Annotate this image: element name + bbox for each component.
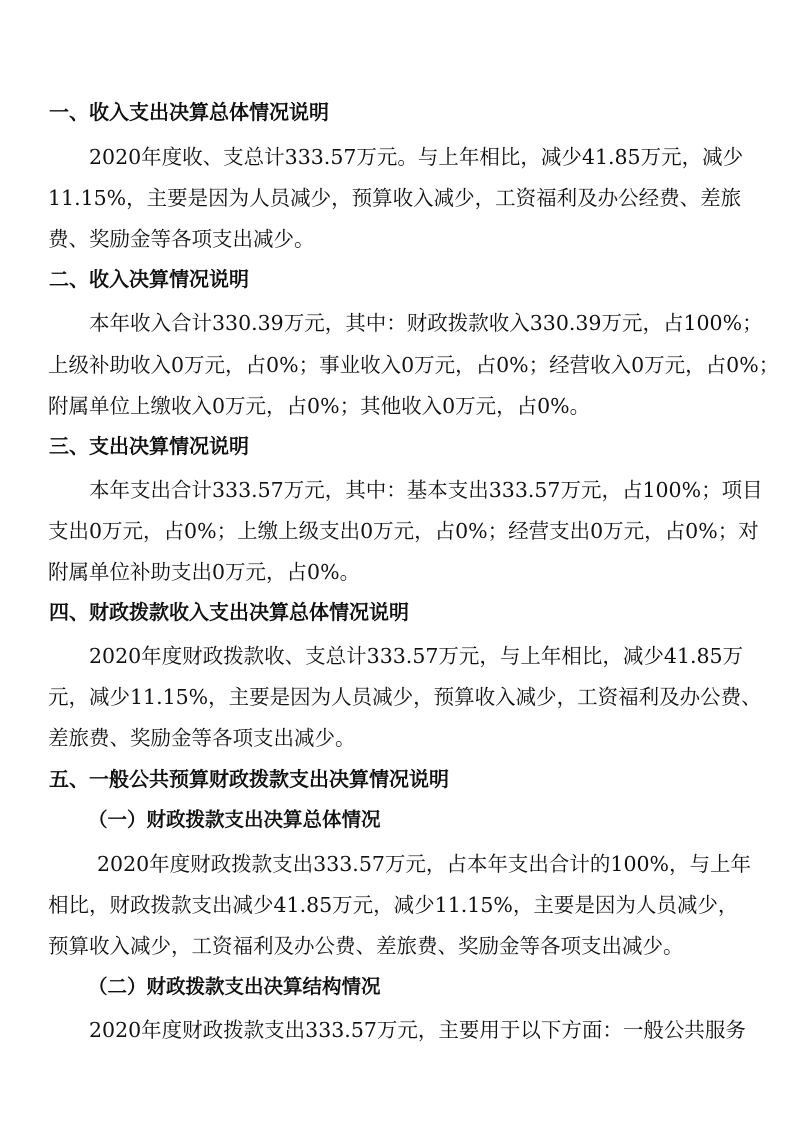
subsection-5-2-line-1: 2020年度财政拨款支出333.57万元，主要用于以下方面：一般公共服务 (89, 1018, 746, 1042)
section-4-line-2: 元，减少11.15%，主要是因为人员减少，预算收入减少，工资福利及办公费、 (48, 685, 762, 709)
section-3-heading: 三、支出决算情况说明 (49, 434, 249, 458)
subsection-5-1-line-3: 预算收入减少，工资福利及办公费、差旅费、奖励金等各项支出减少。 (48, 934, 684, 958)
section-3-line-3: 附属单位补助支出0万元，占0%。 (48, 560, 361, 584)
section-1-line-1: 2020年度收、支总计333.57万元。与上年相比，减少41.85万元，减少 (89, 145, 744, 169)
section-1-line-2: 11.15%，主要是因为人员减少，预算收入减少，工资福利及办公经费、差旅 (48, 186, 742, 210)
section-4-heading: 四、财政拨款收入支出决算总体情况说明 (49, 600, 409, 624)
section-2-line-2: 上级补助收入0万元，占0%；事业收入0万元，占0%；经营收入0万元，占0%； (48, 353, 780, 377)
section-1-line-3: 费、奖励金等各项支出减少。 (48, 227, 315, 251)
subsection-5-1-line-1: 2020年度财政拨款支出333.57万元，占本年支出合计的100%，与上年 (97, 852, 752, 876)
subsection-5-1-line-2: 相比，财政拨款支出减少41.85万元，减少11.15%，主要是因为人员减少， (48, 893, 739, 917)
section-2-line-3: 附属单位上缴收入0万元，占0%；其他收入0万元，占0%。 (48, 394, 591, 418)
section-3-line-1: 本年支出合计333.57万元，其中：基本支出333.57万元，占100%；项目 (89, 478, 763, 502)
section-4-line-1: 2020年度财政拨款收、支总计333.57万元，与上年相比，减少41.85万 (89, 644, 744, 668)
section-1-heading: 一、收入支出决算总体情况说明 (49, 100, 329, 124)
section-2-heading: 二、收入决算情况说明 (49, 267, 249, 291)
section-2-line-1: 本年收入合计330.39万元，其中：财政拨款收入330.39万元，占100%； (89, 311, 763, 335)
subsection-5-1-heading: （一）财政拨款支出决算总体情况 (88, 808, 381, 831)
subsection-5-2-heading: （二）财政拨款支出决算结构情况 (88, 975, 381, 998)
section-4-line-3: 差旅费、奖励金等各项支出减少。 (48, 726, 356, 750)
section-5-heading: 五、一般公共预算财政拨款支出决算情况说明 (49, 767, 449, 791)
section-3-line-2: 支出0万元，占0%；上缴上级支出0万元，占0%；经营支出0万元，占0%；对 (48, 519, 759, 543)
